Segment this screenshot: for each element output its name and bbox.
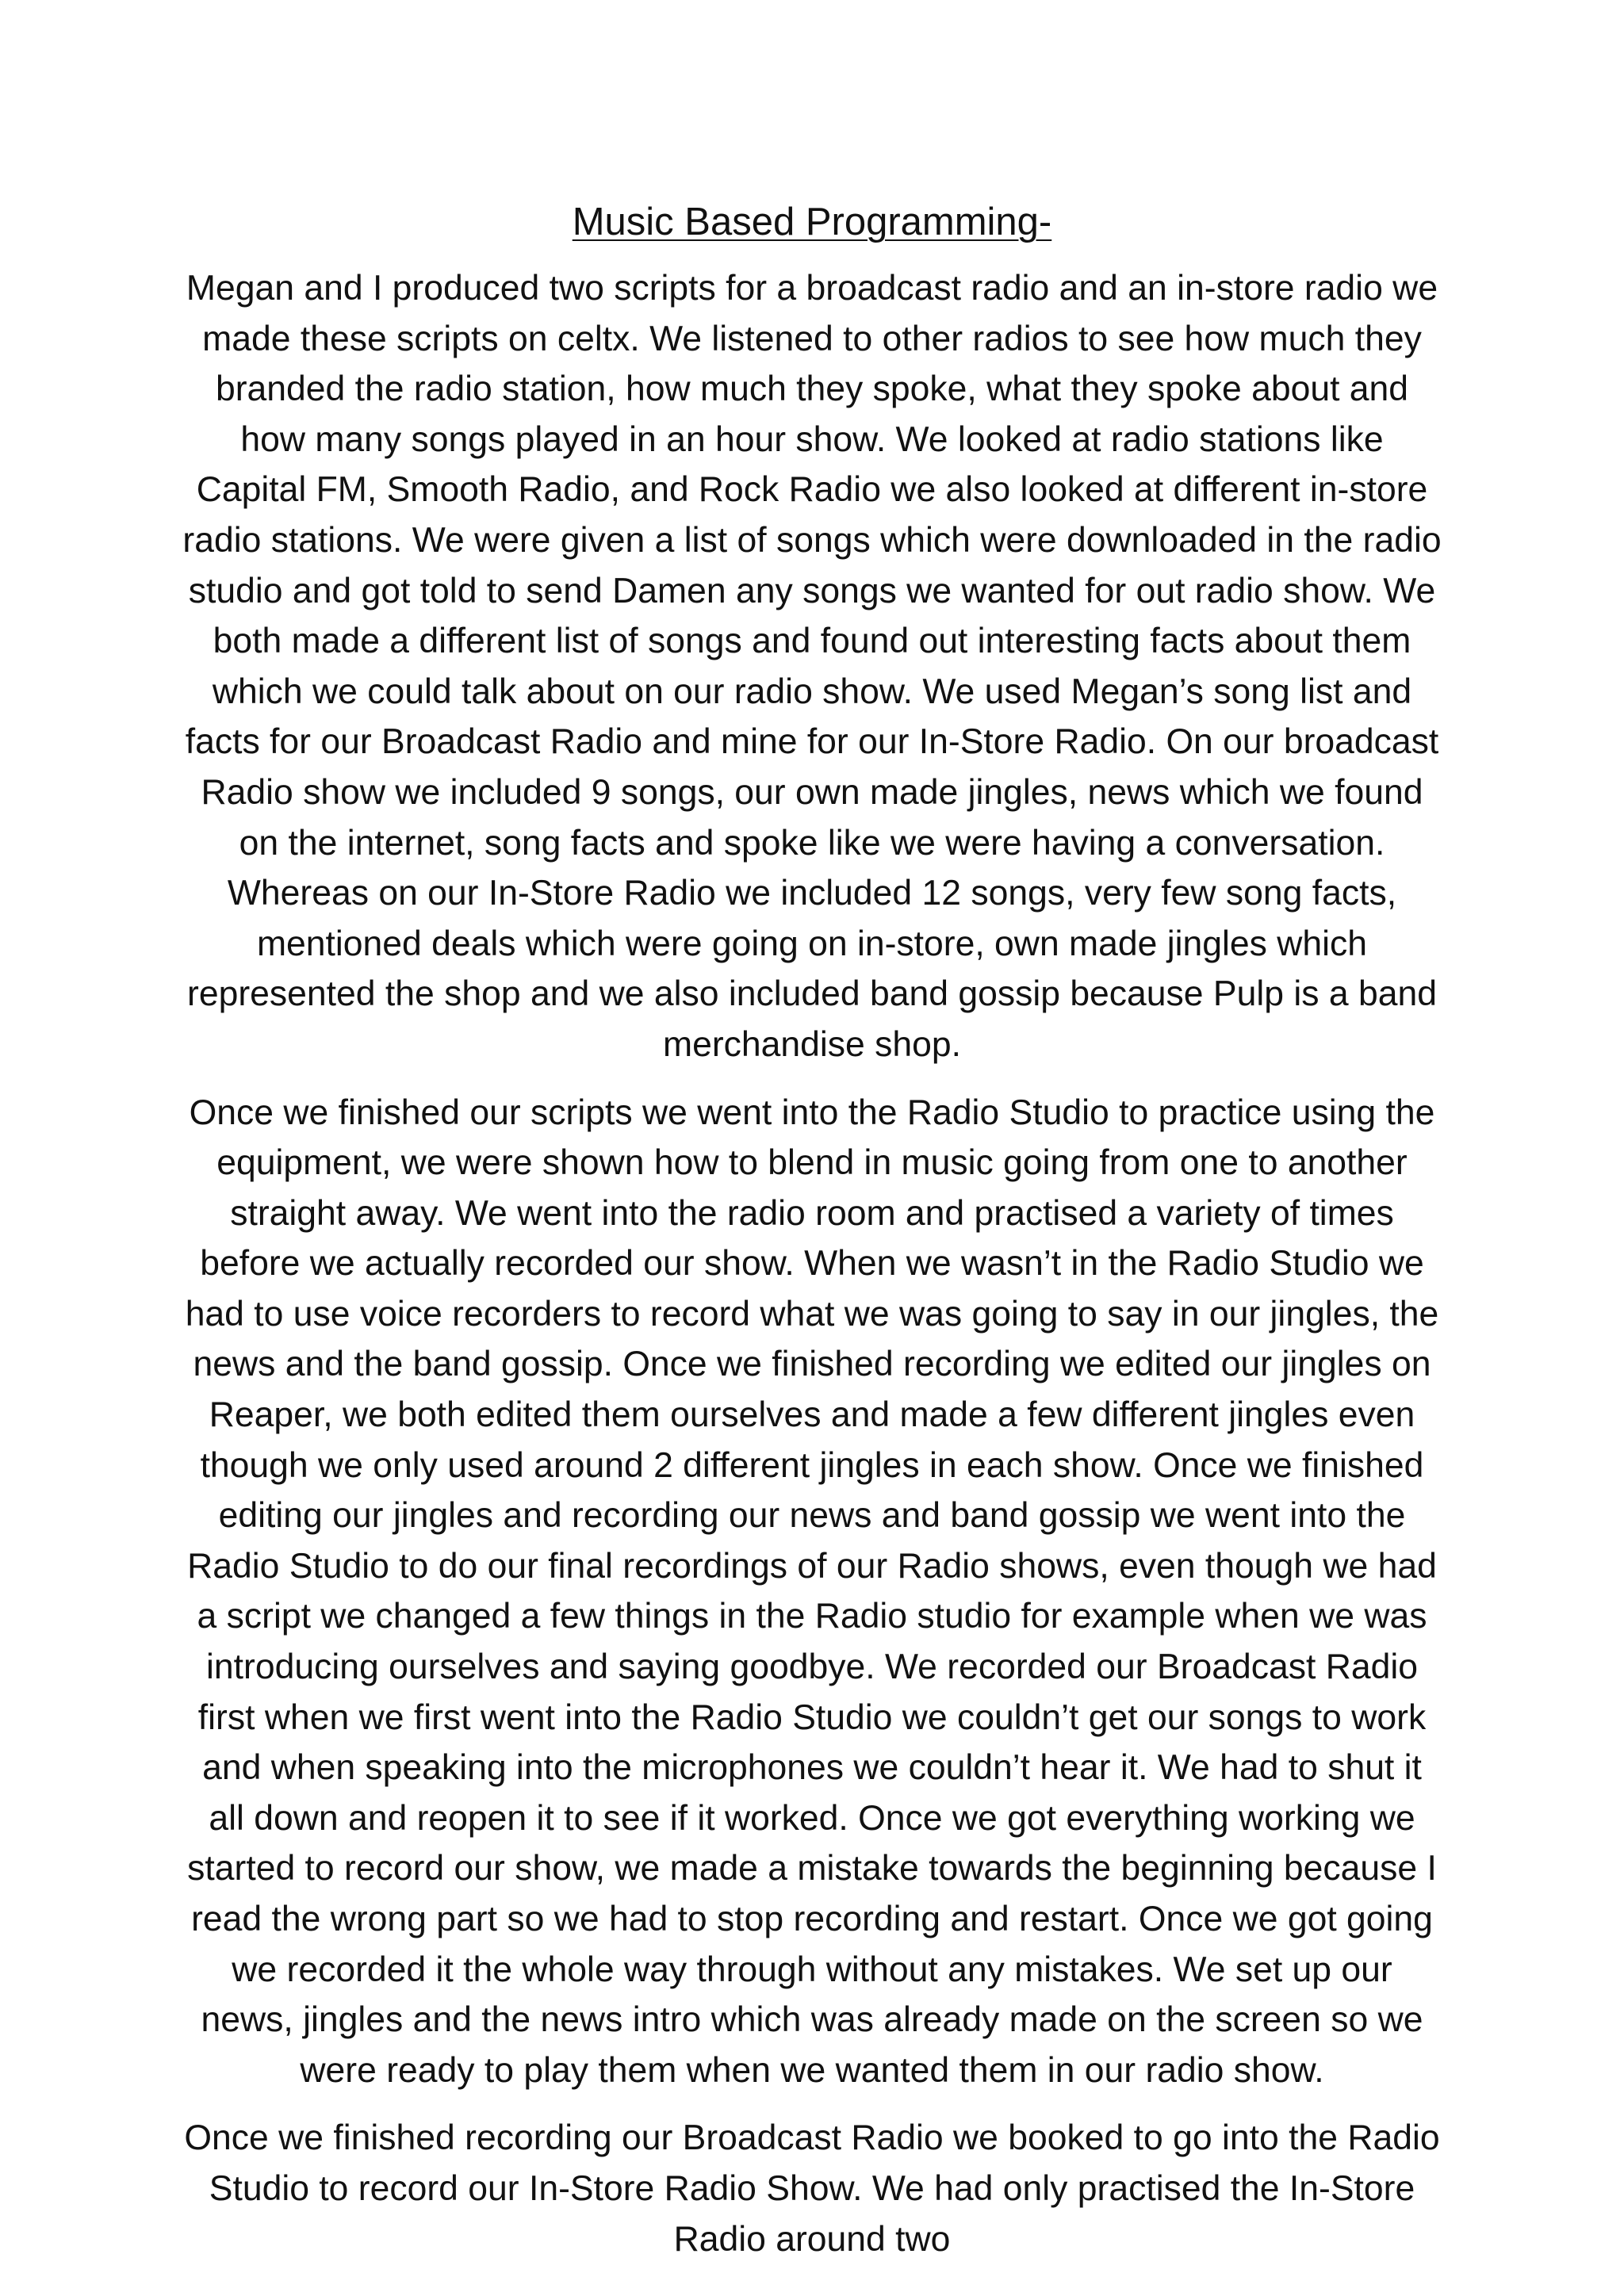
paragraph-2: Once we finished our scripts we went into the Radio Studio to practice using the equipment, we were shown how to blend in music going from one to another straight away. We went into the radio room and practised a variety of times before we actually recorded our show. When we wasn’t in the Radio Studio we had to use voice recorders to record what we was going to say in our jingles, the news and the band gossip. Once we finished recording we edited our jingles on Reaper, we both edited them ourselves and made a few different jingles even though we only used around 2 different jingles in each show. Once we finished editing our jingles and recording our news and band gossip we went into the Radio Studio to do our final recordings of our Radio shows, even though we had a script we changed a few things in the Radio studio for example when we was introducing ourselves and saying goodbye. We recorded our Broadcast Radio first when we first went into the Radio Studio we couldn’t get our songs to work and when speaking into the microphones we couldn’t hear it. We had to shut it all down and reopen it to see if it worked. Once we got everything working we started to record our show, we made a mistake towards the beginning because I read the wrong part so we had to stop recording and restart. Once we got going we recorded it the whole way through without any mistakes. We set up our news, jingles and the news intro which was already made on the screen so we were ready to play them when we wanted them in our radio show. [185, 1093, 1439, 2090]
paragraph-3: Once we finished recording our Broadcast Radio we booked to go into the Radio Studio to record our In-Store Radio Show. We had only practised the In-Store Radio around two [184, 2118, 1440, 2259]
paragraph-1: Megan and I produced two scripts for a broadcast radio and an in-store radio we made these scripts on celtx. We listened to other radios to see how much they branded the radio station, how much they spoke, what they spoke about and how many songs played in an hour show. We looked at radio stations like Capital FM, Smooth Radio, and Rock Radio we also looked at different in-store radio stations. We were given a list of songs which were downloaded in the radio studio and got told to send Damen any songs we wanted for out radio show. We both made a different list of songs and found out interesting facts about them which we could talk about on our radio show. We used Megan’s song list and facts for our Broadcast Radio and mine for our In-Store Radio. On our broadcast Radio show we included 9 songs, our own made jingles, news which we found on the internet, song facts and spoke like we were having a conversation. Whereas on our In-Store Radio we included 12 songs, very few song facts, mentioned deals which were going on in-store, own made jingles which represented the shop and we also included band gossip because Pulp is a band merchandise shop. [182, 269, 1442, 1064]
document-title: Music Based Programming- [572, 201, 1052, 243]
